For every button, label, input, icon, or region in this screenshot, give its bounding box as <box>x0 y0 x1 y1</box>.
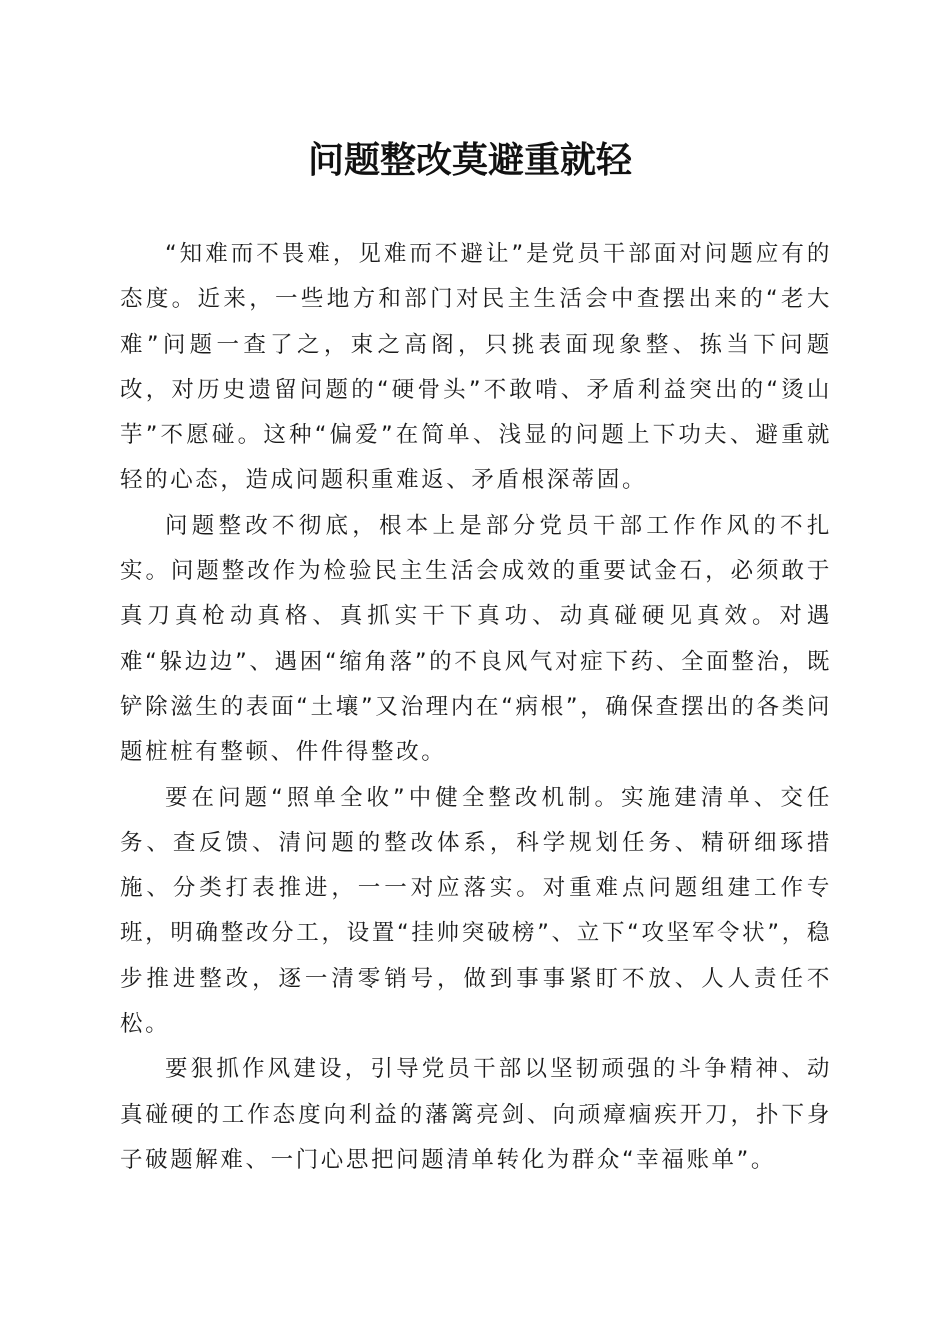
paragraph-1: “知难而不畏难，见难而不避让”是党员干部面对问题应有的态度。近来，一些地方和部门对民主生活会中查摆出来的“老大难”问题一查了之，束之高阁，只挑表面现象整、拣当下问题改，对历史遗留问题的“硬骨头”不敢啃、矛盾利益突出的“烫山芋”不愿碰。这种“偏爱”在简单、浅显的问题上下功夫、避重就轻的心态，造成问题积重难返、矛盾根深蒂固。 <box>120 241 832 494</box>
paragraph-3: 要在问题“照单全收”中健全整改机制。实施建清单、交任务、查反馈、清问题的整改体系，科学规划任务、精研细琢措施、分类打表推进，一一对应落实。对重难点问题组建工作专班，明确整改分工，设置“挂帅突破榜”、立下“攻坚军令状”，稳步推进整改，逐一清零销号，做到事事紧盯不放、人人责任不松。 <box>120 784 832 1038</box>
article-body <box>120 232 832 1183</box>
document-title: 问题整改莫避重就轻 <box>307 139 632 181</box>
paragraph-4: 要狠抓作风建设，引导党员干部以坚韧顽强的斗争精神、动真碰硬的工作态度向利益的藩篱亮剑、向顽瘴痼疾开刀，扑下身子破题解难、一门心思把问题清单转化为群众“幸福账单”。 <box>120 1056 832 1173</box>
paragraph-2: 问题整改不彻底，根本上是部分党员干部工作作风的不扎实。问题整改作为检验民主生活会成效的重要试金石，必须敢于真刀真枪动真格、真抓实干下真功、动真碰硬见真效。对遇难“躲边边”、遇困“缩角落”的不良风气对症下药、全面整治，既铲除滋生的表面“土壤”又治理内在“病根”，确保查摆出的各类问题桩桩有整顿、件件得整改。 <box>120 512 832 766</box>
